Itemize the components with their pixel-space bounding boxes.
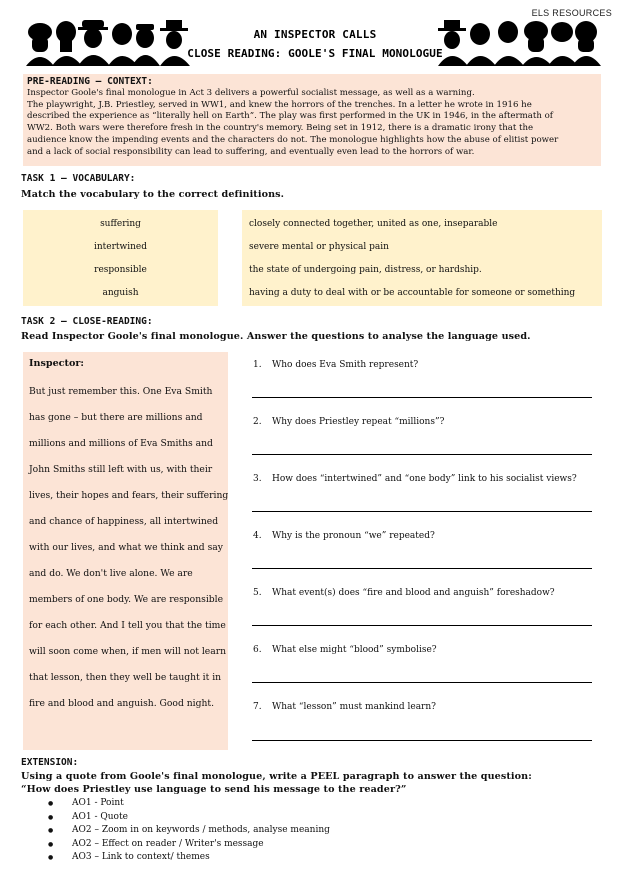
- task2-heading: TASK 2 – CLOSE-READING:: [21, 316, 153, 327]
- vocab-word: responsible: [94, 265, 147, 275]
- monologue-line: that lesson, then they well be taught it in: [29, 672, 222, 683]
- question-3: [253, 474, 577, 484]
- task1-heading: TASK 1 – VOCABULARY:: [21, 173, 136, 184]
- vocab-definition: the state of undergoing pain, distress, or hardship.: [249, 265, 482, 275]
- monologue-line: will soon come when, if men will not learn: [29, 646, 227, 657]
- answer-line-5[interactable]: [252, 625, 592, 626]
- pre-reading-line: WW2. Both wars were therefore fresh in the country's memory. Being set in 1912, there is a dramatic irony that the: [27, 123, 534, 134]
- question-text: What “lesson” must mankind learn?: [272, 702, 436, 712]
- question-1: [253, 360, 418, 370]
- pre-reading-line: audience know the impending events and the characters do not. The monologue highlights how the abuse of elitist power: [27, 134, 559, 145]
- criteria-item: ● AO3 – Link to context/ themes: [60, 851, 330, 865]
- vocab-word: anguish: [102, 288, 139, 298]
- monologue-line: for each other. And I tell you that the time: [29, 620, 226, 631]
- task1-instruction: Match the vocabulary to the correct definitions.: [21, 189, 285, 200]
- vocab-definition: severe mental or physical pain: [249, 242, 389, 252]
- pre-reading-context-box: [23, 74, 601, 166]
- monologue-line: fire and blood and anguish. Good night.: [29, 698, 215, 709]
- corner-label: ELS RESOURCES: [531, 8, 612, 18]
- question-number: 3.: [253, 474, 262, 484]
- criteria-item: ● AO1 - Quote: [60, 811, 330, 825]
- question-2: [253, 417, 444, 427]
- answer-line-3[interactable]: [252, 511, 592, 512]
- answer-line-1[interactable]: [252, 397, 592, 398]
- monologue-line: But just remember this. One Eva Smith: [29, 386, 213, 397]
- question-number: 5.: [253, 588, 262, 598]
- monologue-line: lives, their hopes and fears, their suffering: [29, 490, 229, 501]
- extension-heading: EXTENSION:: [21, 757, 79, 768]
- pre-reading-line: and a lack of social responsibility can lead to suffering, and eventually even lead to the horrors of war.: [27, 146, 475, 157]
- question-6: [253, 645, 437, 655]
- question-text: What event(s) does “fire and blood and anguish” foreshadow?: [272, 588, 555, 598]
- task2-instruction: Read Inspector Goole's final monologue. Answer the questions to analyse the language used.: [21, 331, 531, 342]
- monologue-line: and do. We don't live alone. We are: [29, 568, 193, 579]
- monologue-line: with our lives, and what we think and say: [29, 542, 223, 553]
- pre-reading-line: The playwright, J.B. Priestley, served in WW1, and knew the horrors of the trenches. In a letter he wrote in 1916 he: [27, 99, 532, 110]
- question-text: How does “intertwined” and “one body” link to his socialist views?: [272, 474, 577, 484]
- vocab-word: intertwined: [93, 242, 147, 252]
- vocab-definition: closely connected together, united as one, inseparable: [249, 219, 498, 229]
- question-number: 2.: [253, 417, 262, 427]
- question-5: [253, 588, 555, 598]
- extension-question: “How does Priestley use language to send his message to the reader?”: [21, 784, 407, 795]
- answer-line-4[interactable]: [252, 568, 592, 569]
- question-7: [253, 702, 436, 712]
- peel-criteria-list: [60, 797, 330, 865]
- pre-reading-line: Inspector Goole's final monologue in Act 3 delivers a powerful socialist message, as well as a warning.: [27, 88, 475, 98]
- criteria-item: ● AO1 - Point: [60, 797, 330, 811]
- vocab-word: suffering: [100, 219, 141, 229]
- question-number: 6.: [253, 645, 262, 655]
- criteria-item: ● AO2 – Zoom in on keywords / methods, analyse meaning: [60, 824, 330, 838]
- question-number: 1.: [253, 360, 262, 370]
- vocabulary-definitions-box: [242, 210, 602, 306]
- page-subtitle: CLOSE READING: GOOLE'S FINAL MONOLOGUE: [187, 47, 443, 60]
- extension-instruction: Using a quote from Goole's final monologue, write a PEEL paragraph to answer the question:: [21, 771, 532, 782]
- pre-reading-line: described the experience as “literally hell on Earth”. The play was first performed in the UK in 1946, in the aftermath of: [27, 111, 553, 122]
- question-number: 7.: [253, 702, 262, 712]
- vocabulary-words-box: [23, 210, 218, 306]
- monologue-line: millions and millions of Eva Smiths and: [29, 438, 213, 449]
- vocab-definition: having a duty to deal with or be accountable for someone or something: [249, 288, 576, 298]
- pre-reading-heading: PRE-READING – CONTEXT:: [27, 76, 153, 87]
- question-4: [253, 531, 435, 541]
- criteria-item: ● AO2 – Effect on reader / Writer's message: [60, 838, 330, 852]
- question-text: Who does Eva Smith represent?: [272, 360, 419, 370]
- monologue-box: [23, 352, 228, 750]
- monologue-line: has gone – but there are millions and: [29, 412, 203, 423]
- monologue-speaker: Inspector:: [29, 358, 84, 369]
- question-text: What else might “blood” symbolise?: [272, 645, 437, 655]
- question-text: Why does Priestley repeat “millions”?: [272, 417, 445, 427]
- answer-line-2[interactable]: [252, 454, 592, 455]
- monologue-line: members of one body. We are responsible: [29, 594, 224, 605]
- page-title: AN INSPECTOR CALLS: [253, 28, 377, 41]
- question-number: 4.: [253, 531, 262, 541]
- monologue-line: John Smiths still left with us, with their: [29, 464, 213, 475]
- answer-line-6[interactable]: [252, 682, 592, 683]
- monologue-line: and chance of happiness, all intertwined: [29, 516, 219, 527]
- answer-line-7[interactable]: [252, 740, 592, 741]
- question-text: Why is the pronoun “we” repeated?: [272, 531, 435, 541]
